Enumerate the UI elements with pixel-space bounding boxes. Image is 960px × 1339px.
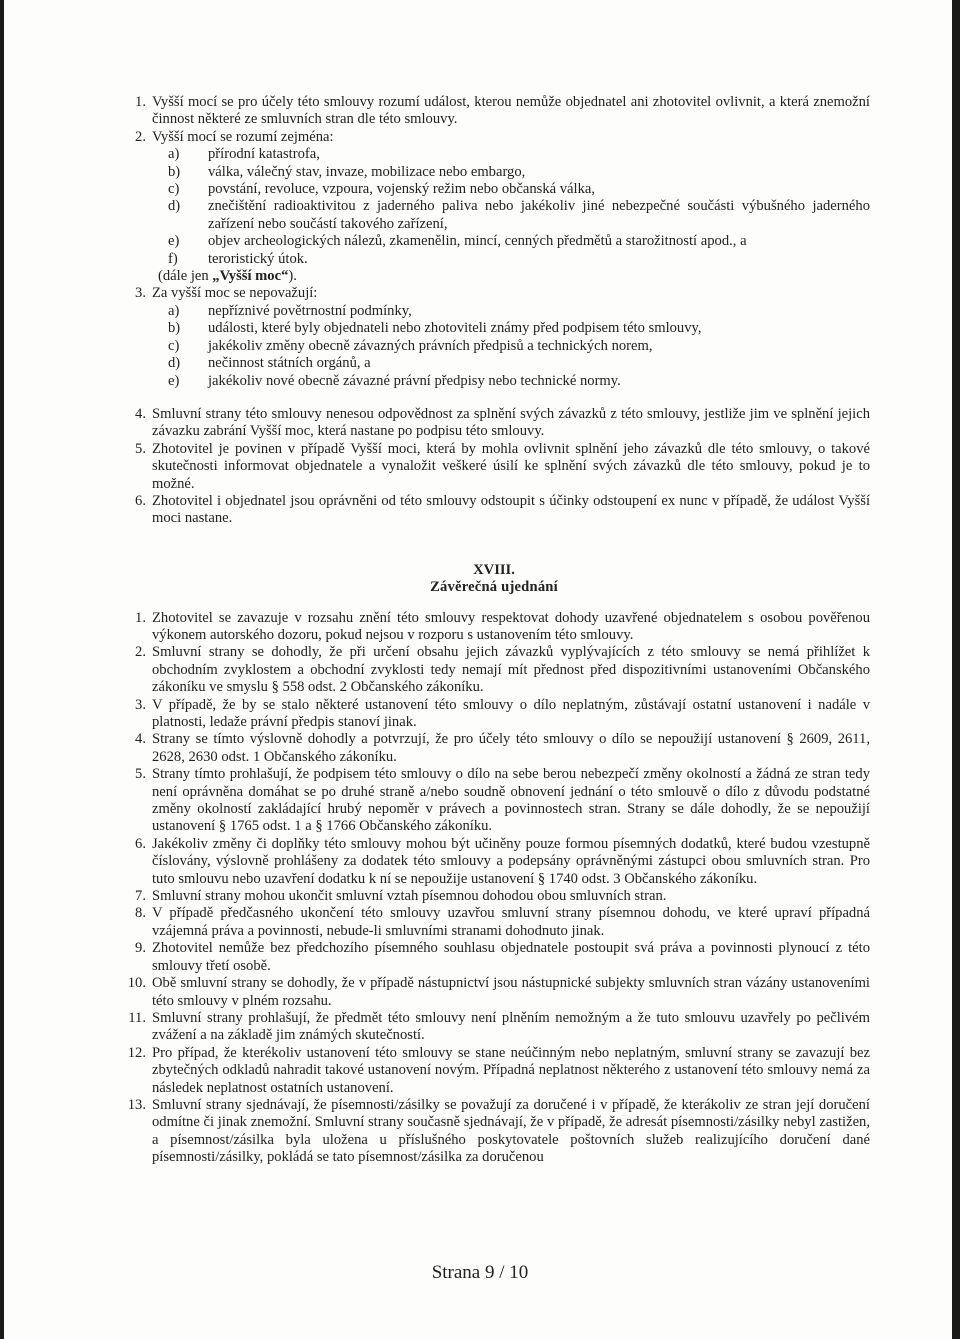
document-page	[118, 94, 870, 1167]
sub-item	[152, 233, 870, 250]
sub-item	[152, 303, 870, 320]
clause-text: Zhotovitel nemůže bez předchozího písemného souhlasu objednatele postoupit svá práva a povinnosti plynoucí z této smlouvy třetí osobě.	[152, 940, 870, 974]
clause-text: Strany se tímto výslovně dohodly a potvrzují, že pro účely této smlouvy o dílo se nepoužijí ustanovení § 2609, 2611, 2628, 2630 odst. 1 Občanského zákoníku.	[152, 731, 870, 765]
clause-number: 1.	[135, 94, 146, 110]
note-prefix: (dále jen	[158, 268, 213, 285]
clause-number: 13.	[127, 1096, 146, 1113]
clause-text: Vyšší mocí se rozumí zejména:	[152, 128, 334, 145]
final-clause-2	[118, 644, 870, 696]
clause-text: V případě, že by se stalo některé ustanovení této smlouvy o dílo neplatným, zůstávají ostatní ustanovení i nadále v platnosti, ledaže právní předpis stanoví jinak.	[152, 696, 870, 730]
clause-text: Strany tímto prohlašují, že podpisem této smlouvy o dílo na sebe berou nebezpečí změny okolností a žádná ze stran tedy není oprávněna domáhat se po druhé straně a/nebo soudně obnovení jednání o této smlouvě o dílo z důvodu podstatné změny okolností zakládající hrubý nepoměr v právech a povinnostech stran. Strany se dále dohodly, že se nepoužijí ustanovení § 1765 odst. 1 a § 1766 Občanského zákoníku.	[152, 766, 870, 835]
sub-text: povstání, revoluce, vzpoura, vojenský režim nebo občanská válka,	[208, 181, 596, 198]
sub-letter: a)	[168, 146, 180, 163]
clause-text: V případě předčasného ukončení této smlouvy uzavřou smluvní strany písemnou dohodu, ve které upraví případná vzájemná práva a povinnosti, nebude-li smluvními stranami dohodnuto jinak.	[152, 905, 870, 939]
scan-edge-right	[952, 0, 960, 1339]
note-term: „Vyšší moc“	[212, 268, 289, 285]
sub-text: znečištění radioaktivitou z jaderného paliva nebo jakékoliv jiné nebezpečné součásti výbušného jaderného zařízení nebo součástí takového zařízení,	[208, 198, 870, 232]
clause-number: 4.	[135, 731, 146, 748]
clause-number: 10.	[127, 975, 146, 992]
clause-number: 7.	[135, 888, 146, 905]
section-title: Závěrečná ujednání	[430, 579, 558, 596]
final-clause-12	[118, 1045, 870, 1097]
scan-edge-left	[0, 0, 4, 1339]
clause-number: 5.	[135, 440, 146, 457]
sub-letter: d)	[168, 355, 181, 372]
sub-item	[152, 251, 870, 268]
clause-number: 9.	[135, 940, 146, 957]
sub-letter: d)	[168, 198, 181, 215]
final-clause-3	[118, 697, 870, 732]
final-clause-11	[118, 1010, 870, 1045]
sub-letter: c)	[168, 181, 180, 198]
sub-letter: b)	[168, 320, 181, 337]
sub-item	[152, 181, 870, 198]
clause-text: Smluvní strany této smlouvy nenesou odpovědnost za splnění svých závazků z této smlouvy, jestliže jim ve splnění jejich závazku zabrání Vyšší moc, která nastane po podpisu této smlouvy.	[152, 405, 870, 440]
clause-text: Smluvní strany se dohodly, že při určení obsahu jejich závazků vyplývajících z této smlouvy se nemá přihlížet k obchodním zvyklostem a obchodní zvyklosti tedy nemají mít přednost před dispozitivními ustanoveními Občanského zákoníku ve smyslu § 558 odst. 2 Občanského zákoníku.	[152, 644, 870, 696]
sub-item	[152, 164, 870, 181]
sub-text: nečinnost státních orgánů, a	[208, 355, 371, 372]
sub-letter: e)	[168, 233, 180, 250]
sub-item	[152, 355, 870, 372]
definition-note	[158, 268, 870, 285]
sub-text: události, které byly objednateli nebo zhotoviteli známy před podpisem této smlouvy,	[208, 320, 702, 337]
clause-1	[118, 94, 870, 129]
clause-number: 2.	[135, 128, 146, 145]
section-number: XVIII.	[473, 561, 515, 578]
clause-text: Pro případ, že kterékoliv ustanovení této smlouvy se stane neúčinným nebo neplatným, smluvní strany se zavazují bez zbytečných odkladů nahradit takové ustanovení novým. Případná neplatnost některého z ustanovení této smlouvy nemá za následek neplatnost ostatních ustanovení.	[152, 1044, 870, 1096]
clause-6	[118, 493, 870, 528]
clause-number: 5.	[135, 766, 146, 783]
sub-item	[152, 146, 870, 163]
clause-number: 3.	[135, 696, 146, 713]
clause-text: Obě smluvní strany se dohodly, že v případě nástupnictví jsou nástupnické subjekty smluvních stran vázány ustanoveními této smlouvy v plném rozsahu.	[152, 975, 870, 1009]
final-clause-6	[118, 836, 870, 888]
clause-text: Vyšší mocí se pro účely této smlouvy rozumí událost, kterou nemůže objednatel ani zhotovitel ovlivnit, a která znemožní činnost některé ze smluvních stran dle této smlouvy.	[152, 94, 870, 128]
page-number: Strana 9 / 10	[431, 1262, 529, 1283]
final-clause-10	[118, 975, 870, 1010]
clause-text: Za vyšší moc se nepovažují:	[152, 285, 318, 302]
clause-4	[118, 406, 870, 441]
clause-number: 2.	[135, 644, 146, 661]
sub-letter: b)	[168, 163, 181, 180]
sub-item	[152, 338, 870, 355]
clause-2	[118, 129, 870, 146]
clause-text: Smluvní strany sjednávají, že písemnosti/zásilky se považují za doručené i v případě, že kterákoliv ze stran její doručení odmítne či jinak znemožní. Smluvní strany současně sjednávají, že v případě, že adresát písemnosti/zásilky nebyl zastižen, a písemnost/zásilka byla uložena u příslušného poskytovatele poštovních služeb realizujícího doručení dané písemnosti/zásilky, pokládá se tato písemnost/zásilka za doručenou	[152, 1096, 870, 1166]
final-clause-4	[118, 731, 870, 766]
sub-item	[152, 320, 870, 337]
clause-number: 11.	[128, 1009, 146, 1026]
sub-text: válka, válečný stav, invaze, mobilizace nebo embargo,	[208, 163, 526, 180]
sub-item	[152, 198, 870, 233]
final-clause-9	[118, 940, 870, 975]
clause-number: 6.	[135, 835, 146, 852]
sub-text: jakékoliv změny obecně závazných právních předpisů a technických norem,	[208, 337, 653, 354]
final-clause-7	[118, 888, 870, 905]
sub-letter: c)	[168, 337, 180, 354]
clause-5	[118, 441, 870, 493]
clause-3	[118, 285, 870, 302]
clause-number: 6.	[135, 492, 146, 509]
sub-text: nepříznivé povětrnostní podmínky,	[208, 302, 412, 319]
sub-letter: f)	[168, 250, 178, 267]
final-clause-13	[118, 1097, 870, 1167]
clause-text: Zhotovitel je povinen v případě Vyšší moci, která by mohla ovlivnit splnění jeho závazků dle této smlouvy, o takové skutečnosti informovat objednatele a vynaložit veškeré úsilí ke splnění svých závazků dle této smlouvy, pokud je to možné.	[152, 440, 870, 492]
sub-text: teroristický útok.	[208, 250, 308, 267]
sub-text: objev archeologických nálezů, zkamenělin, mincí, cenných předmětů a starožitností apod., a	[208, 233, 747, 250]
sub-text: přírodní katastrofa,	[208, 146, 320, 163]
clause-text: Jakékoliv změny či doplňky této smlouvy mohou být učiněny pouze formou písemných dodatků, které budou vzestupně číslovány, výslovně prohlášeny za dodatek této smlouvy a podepsány oprávněnými zástupci obou smluvních stran. Pro tuto smlouvu nebo uzavření dodatku k ní se nepoužije ustanovení § 1740 odst. 3 Občanského zákoníku.	[152, 835, 870, 887]
sub-letter: a)	[168, 302, 180, 319]
final-clause-1	[118, 610, 870, 645]
final-clause-8	[118, 905, 870, 940]
clause-number: 12.	[127, 1044, 146, 1061]
clause-number: 3.	[135, 285, 146, 302]
sub-letter: e)	[168, 372, 180, 389]
clause-number: 8.	[135, 905, 146, 922]
sub-item	[152, 373, 870, 390]
sub-text: jakékoliv nové obecně závazné právní předpisy nebo technické normy.	[208, 372, 621, 389]
clause-text: Smluvní strany prohlašují, že předmět této smlouvy není plněním nemožným a že tuto smlouvu uzavřely po pečlivém zvážení a na základě jim známých skutečností.	[152, 1009, 870, 1044]
final-clause-5	[118, 766, 870, 836]
clause-text: Smluvní strany mohou ukončit smluvní vztah písemnou dohodou obou smluvních stran.	[152, 888, 667, 905]
clause-text: Zhotovitel se zavazuje v rozsahu znění této smlouvy respektovat dohody uzavřené objednatelem s osobou pověřenou výkonem autorského dozoru, pokud nejsou v rozporu s ustanovením této smlouvy.	[152, 609, 870, 643]
clause-number: 4.	[135, 405, 146, 422]
clause-number: 1.	[135, 609, 146, 626]
clause-text: Zhotovitel i objednatel jsou oprávněni od této smlouvy odstoupit s účinky odstoupení ex nunc v případě, že událost Vyšší moci nastane.	[152, 492, 870, 527]
note-suffix: ).	[288, 268, 297, 285]
